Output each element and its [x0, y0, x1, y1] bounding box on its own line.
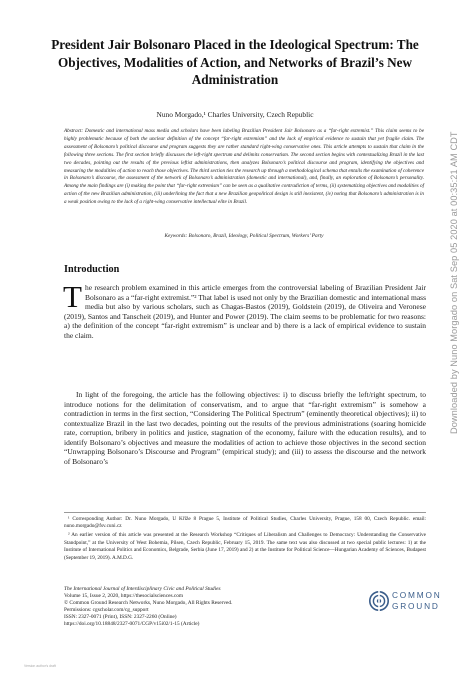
logo-line-1: COMMON — [392, 590, 442, 600]
keywords: Keywords: Bolsonaro, Brazil, Ideology, Political Spectrum, Workers’ Party — [164, 233, 324, 239]
author-line: Nuno Morgado,¹ Charles University, Czech Republic — [156, 110, 314, 119]
common-ground-logo — [368, 590, 442, 620]
footnotes — [64, 516, 426, 563]
journal-volume: Volume 15, Issue 2, 2020, https://thesocialsciences.com — [64, 593, 184, 600]
footnote-2: ² An earlier version of this article was presented at the Research Workshop “Critiques of Liberalism and Challenges to Democracy: Understanding the Conservative Standpoint,” at the University of West Bohemia, Pilsen, Czech Republic, February 15, 2019. The same text was also discussed at two special public lectures: 1) at the Institute of International Politics and Economics, Belgrade, Serbia (June 17, 2019) and 2) at the Institute for Political Science—Hungarian Academy of Sciences, Budapest (September 19, 2019). A.M.D.G. — [64, 532, 426, 561]
section-heading-introduction: Introduction — [64, 264, 120, 275]
abstract-text: Domestic and international mass media and scholars have been labeling Brazilian President Jair Bolsonaro as a “far-right extremist.” This claim seems to be highly problematic because of both the unclear definition of the concept “far-right extremism” and the lack of empirical evidence to sustain that yet fragile claim. The assessment of Bolsonaro’s political discourse and program suggests they are rather standard right-wing conservative ones. This article attempts to sustain that claim in the following three sections. The first section briefly discusses the left-right spectrum and delimits conservatism. The second section begins with contextualizing Brazil in the last two decades, pointing out the results of the previous leftist administrations, then analyzes Bolsonaro’s political discourse and program, identifying the objectives and measuring the modalities of action to reach those objectives. The third section ties the research up through a methodological schema that entails the examination of coherence in Bolsonaro’s discourse, the assessment of the network of Bolsonaro’s administration (domestic and international), and, finally, an exploration of Bolsonaro’s personality. Among the main findings are (i) making the point that “far-right extremism” can be seen as a qualitative contradiction of terms, (ii) systematizing objectives and modalities of action of the new Brazilian administration, (iii) underlining the fact that a new Brazilian geopolitical design is still inexistent, (iv) noting that Bolsonaro’s administration is in a weak position owing to the lack of a right-wing conservative intellectual elite in Brazil. — [64, 128, 424, 206]
journal-info — [64, 586, 344, 629]
download-watermark: Downloaded by Nuno Morgado on Sat Sep 05 2020 at 00:35:21 AM CDT — [449, 131, 459, 434]
abstract-label: Abstract: — [64, 128, 84, 134]
journal-copyright: © Common Ground Research Networks, Nuno Morgado, All Rights Reserved. — [64, 600, 233, 607]
corner-mark: Version author's draft — [24, 664, 56, 668]
paragraph-2: In light of the foregoing, the article has the following objectives: i) to discuss briefly the left/right spectrum, to introduce notions for the delimitation of conservatism, and to argue that “far-right extremism” is somehow a contradiction in terms in the first section, “Considering The Political Spectrum” (eminently theoretical objectives); ii) to contextualize Brazil in the last two decades, pointing out the results of the previous administrations (soaring homicide rate, corruption, bribery in politics and justice, stagnation of the economy, failure with the education results), and to identify Bolsonaro’s objectives and measure the modalities of action to achieve those objectives in the second section “Unwrapping Bolsonaro’s Discourse and Program” (empirical study); and (iii) to assess the discourse and the network of Bolsonaro’s — [64, 390, 426, 466]
paragraph-1 — [63, 279, 426, 340]
footnote-divider — [64, 512, 426, 513]
journal-issn: ISSN: 2327-0071 (Print), ISSN: 2327-2260 (Online) — [64, 614, 177, 621]
journal-permissions: Permissions: cgscholar.com/cg_support — [64, 607, 149, 614]
common-ground-mark-icon — [368, 590, 390, 612]
journal-name: The International Journal of Interdisciplinary Civic and Political Studies — [64, 586, 221, 592]
drop-cap: T — [63, 279, 82, 314]
paragraph-1-text: he research problem examined in this article emerges from the controversial labeling of Brazilian President Jair Bolsonaro as a “far-right extremist.”² That label is used not only by the Brazilian domestic and international mass media but also by various scholars, such as Chagas-Bastos (2019), Goldstein (2019), de Oliveira and Veronese (2019), Santos and Tanscheit (2019), and Hunter and Power (2019). The claim seems to be problematic for two reasons: a) the definition of the concept “far-right extremism” is unclear and b) there is a lack of empirical evidence to sustain the claim. — [64, 283, 426, 340]
journal-doi: https://doi.org/10.18848/2327-0071/CGP/v15i02/1-15 (Article) — [64, 621, 200, 628]
common-ground-wordmark — [392, 590, 442, 611]
logo-line-2: GROUND — [392, 600, 440, 611]
abstract — [64, 128, 424, 207]
footnote-1: ¹ Corresponding Author: Dr. Nuno Morgado, U Kříže 8 Prague 5, Institute of Political Studies, Charles University, Prague, 158 00, Czech Republic. email: nuno.morgado@fsv.cuni.cz — [64, 516, 426, 530]
paper-title: President Jair Bolsonaro Placed in the Ideological Spectrum: The Objectives, Modalities of Action, and Networks of Brazil’s New Administration — [51, 37, 419, 87]
